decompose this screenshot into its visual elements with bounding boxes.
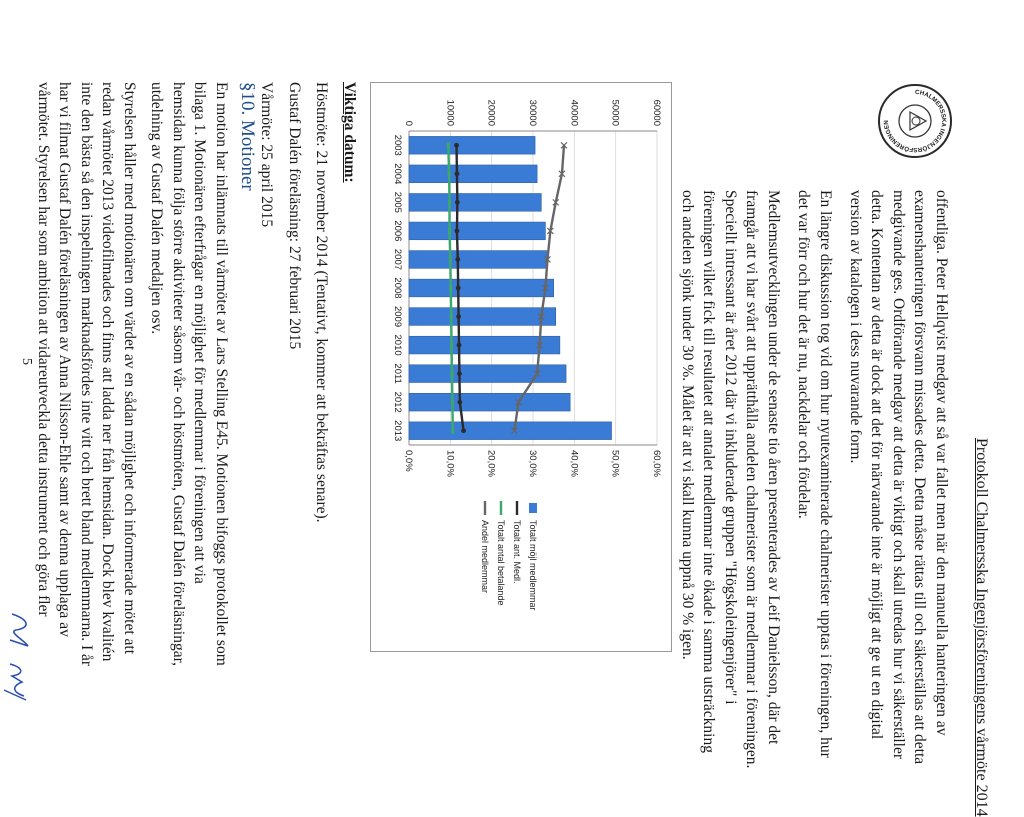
membership-chart [370,82,672,652]
document-header: Protokoll Chalmersska Ingenjörsföreningens vårmöte 2014 [973,438,990,817]
x-axis-tick-label: 2013 [392,420,403,442]
bar [409,279,554,297]
right-axis-tick-label: 0,0% [403,450,414,472]
bar [409,251,547,269]
chart-svg [371,83,671,651]
dates-heading: Viktiga datum: [341,82,358,183]
bar [409,222,545,240]
right-axis-tick-label: 30,0% [527,450,538,477]
point-marker [455,200,460,205]
paragraph-membership: Medlemsutvecklingen under de senaste tio åren presenterades av Leif Danielsson, där det framgår att vi har svårt att upprätthålla andelen chalmerister som är medlemmar i föreningen. Speciellt intressant är året 2012 där vi inkluderade gruppen "Högskoleingenjörer" i föreningen vilket fick till resultatet att antalet medlemmar inte ökade i samma utsträckning och andelen sjönk under 30 %. Målet är att vi skall kunna uppnå 30 % igen. [678,190,782,769]
bar [409,393,570,411]
point-marker [455,257,460,262]
bar [409,165,537,183]
paragraph-board-response: Styrelsen håller med motionären om värdet av en sådan möjlighet och informerade mötet att redan vårmötet 2013 videofilmades och finns att ladda ner från hemsidan. Dock blev kvalitén inte den bästa så den inspelningen marknadsfördes inte vitt och brett bland medlemmarna. I år har vi filmat Gustaf Dalén föreläsningen av Anna Nilsson-Ehle samt av denna upplaga av vårmötet. Styrelsen har som ambition att vidareutveckla detta instrument och göra fler [34,82,138,667]
bar [409,308,556,326]
point-marker [455,171,460,176]
society-logo [878,84,952,158]
date-lecture: Gustaf Dalén föreläsning: 27 februari 2015 [285,82,303,350]
left-axis-tick-label: 10000 [444,99,456,126]
x-axis-tick-label: 2007 [392,248,403,271]
date-autumn: Höstmöte: 21 november 2014 (Tentativt, kommer att bekräftas senare). [313,82,331,523]
legend-label: Totalt ant. Medl. [512,520,522,584]
left-axis-tick-label: 0 [403,120,414,126]
point-marker [457,371,462,376]
x-axis-tick-label: 2003 [392,134,403,156]
svg-text:CHALMERSSKA INGENJÖRSFÖRENINGE [883,89,947,153]
right-axis-tick-label: 20,0% [485,450,497,477]
paragraph-motion: En motion har inlämnats till vårmötet av Lars Stelling E45. Motionen bifoggs protokollet som bilaga 1. Motionären efterfrågar en möjlighet för medlemmar i föreningen att via hemsidan kunna följa större aktiviteter såsom vår- och höstmöten, Gustaf Dalén föreläsningar, utdelning av Gustaf Dalén medaljen osv. [148,82,230,667]
left-axis-tick-label: 40000 [568,99,580,126]
right-axis-tick-label: 60,0% [651,450,662,477]
logo-seal-icon [880,86,950,156]
dates-block [256,82,360,523]
x-axis-tick-label: 2009 [392,305,403,328]
right-axis-tick-label: 50,0% [609,450,621,477]
x-axis-tick-label: 2011 [392,363,403,384]
point-marker [456,314,461,319]
left-axis-tick-label: 50000 [609,99,621,126]
bar [409,136,535,154]
point-marker [457,343,462,348]
x-axis-tick-label: 2012 [392,391,403,413]
bar [409,194,541,212]
x-axis-tick-label: 2006 [392,220,403,242]
logo-text: CHALMERSSKA INGENJÖRSFÖRENINGEN [882,88,948,154]
point-marker [455,229,460,234]
left-axis-tick-label: 20000 [485,99,497,126]
right-axis-tick-label: 10,0% [444,450,456,477]
page-number: 5 [19,358,34,365]
x-axis-tick-label: 2008 [392,277,403,299]
left-axis-tick-label: 30000 [527,99,538,126]
right-axis-tick-label: 40,0% [568,450,580,477]
left-axis-tick-label: 60000 [651,99,662,126]
legend-swatch [529,503,537,513]
point-marker [461,428,466,433]
section-title: §10. Motioner [237,82,258,191]
bar [409,422,612,440]
bar [409,336,560,354]
bar [409,365,566,383]
signature-initials-2 [2,660,30,720]
point-marker [457,400,462,405]
paragraph-catalog: offentliga. Peter Hellqvist medgav att så var fallet men när den manuella hanteringen av examenshanteringen försvann missades detta. Detta måste rättas till och säkerställas att detta medgivande ges. Ordförande medgav att detta är viktigt och skall utredas hur vi säkerställer detta. Kontentan av detta är dock att det för närvarande inte är möjligt att ge ut en digital version av katalogen i dess nuvarande form. [846,190,950,765]
legend-label: Totalt antal betalande [496,520,506,606]
point-marker [456,286,461,291]
x-axis-tick-label: 2010 [392,334,403,356]
x-axis-tick-label: 2005 [392,191,403,213]
legend-label: Andel medlemmar [480,520,490,594]
legend-label: Totalt möjl medlemmar [528,520,538,611]
point-marker [454,143,459,148]
paragraph-discussion: En längre diskussion tog vid om hur nyutexaminerade chalmerister upptas i föreningen, hur det var förr och hur det är nu, nackdelar och fördelar. [795,190,834,758]
x-axis-tick-label: 2004 [392,163,403,185]
date-spring: Vårmöte: 25 april 2015 [258,82,276,228]
